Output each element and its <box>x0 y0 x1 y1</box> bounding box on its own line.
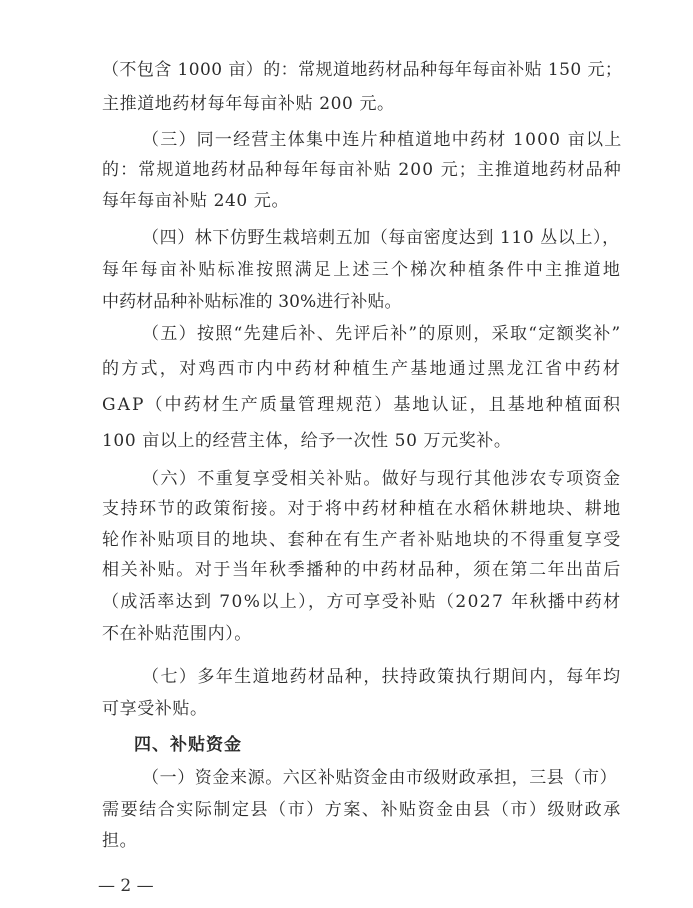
text-line: 100 亩以上的经营主体，给予一次性 50 万元奖补。 <box>102 431 512 451</box>
text-line: （六）不重复享受相关补贴。做好与现行其他涉农专项资金 <box>142 469 622 489</box>
text-line: 不在补贴范围内）。 <box>102 624 252 644</box>
text-line: 轮作补贴项目的地块、套种在有生产者补贴地块的不得重复享受 <box>102 530 622 550</box>
text-line: （一）资金来源。六区补贴资金由市级财政承担，三县（市） <box>142 768 618 788</box>
page-number: — 2 — <box>98 876 154 896</box>
text-line: 相关补贴。对于当年秋季播种的中药材品种，须在第二年出苗后 <box>102 560 622 580</box>
text-line: （五）按照“先建后补、先评后补”的原则，采取“定额奖补” <box>142 324 622 344</box>
text-line: 需要结合实际制定县（市）方案、补贴资金由县（市）级财政承 <box>102 800 622 820</box>
text-line: 的方式，对鸡西市内中药材种植生产基地通过黑龙江省中药材 <box>102 359 623 379</box>
text-line: GAP（中药材生产质量管理规范）基地认证，且基地种植面积 <box>102 395 623 415</box>
text-line: （四）林下仿野生栽培刺五加（每亩密度达到 110 丛以上）， <box>142 228 620 248</box>
text-line: 担。 <box>102 831 138 851</box>
text-line: 中药材品种补贴标准的 30%进行补贴。 <box>102 292 402 312</box>
text-line: 每年每亩补贴标准按照满足上述三个梯次种植条件中主推道地 <box>102 260 623 280</box>
text-line: 支持环节的政策衔接。对于将中药材种植在水稻休耕地块、耕地 <box>102 499 622 519</box>
text-line: （成活率达到 70%以上），方可享受补贴（2027 年秋播中药材 <box>102 592 622 612</box>
text-line: 可享受补贴。 <box>102 699 208 719</box>
text-line: 的：常规道地药材品种每年每亩补贴 200 元；主推道地药材品种 <box>102 160 622 180</box>
section-heading-text: 四、补贴资金 <box>134 735 242 755</box>
text-line: 每年每亩补贴 240 元。 <box>102 191 290 211</box>
text-line: （七）多年生道地药材品种，扶持政策执行期间内，每年均 <box>142 667 622 687</box>
text-line: （不包含 1000 亩）的：常规道地药材品种每年每亩补贴 150 元； <box>102 60 623 80</box>
text-line: （三）同一经营主体集中连片种植道地中药材 1000 亩以上 <box>142 130 623 150</box>
text-line: 主推道地药材每年每亩补贴 200 元。 <box>102 94 395 114</box>
